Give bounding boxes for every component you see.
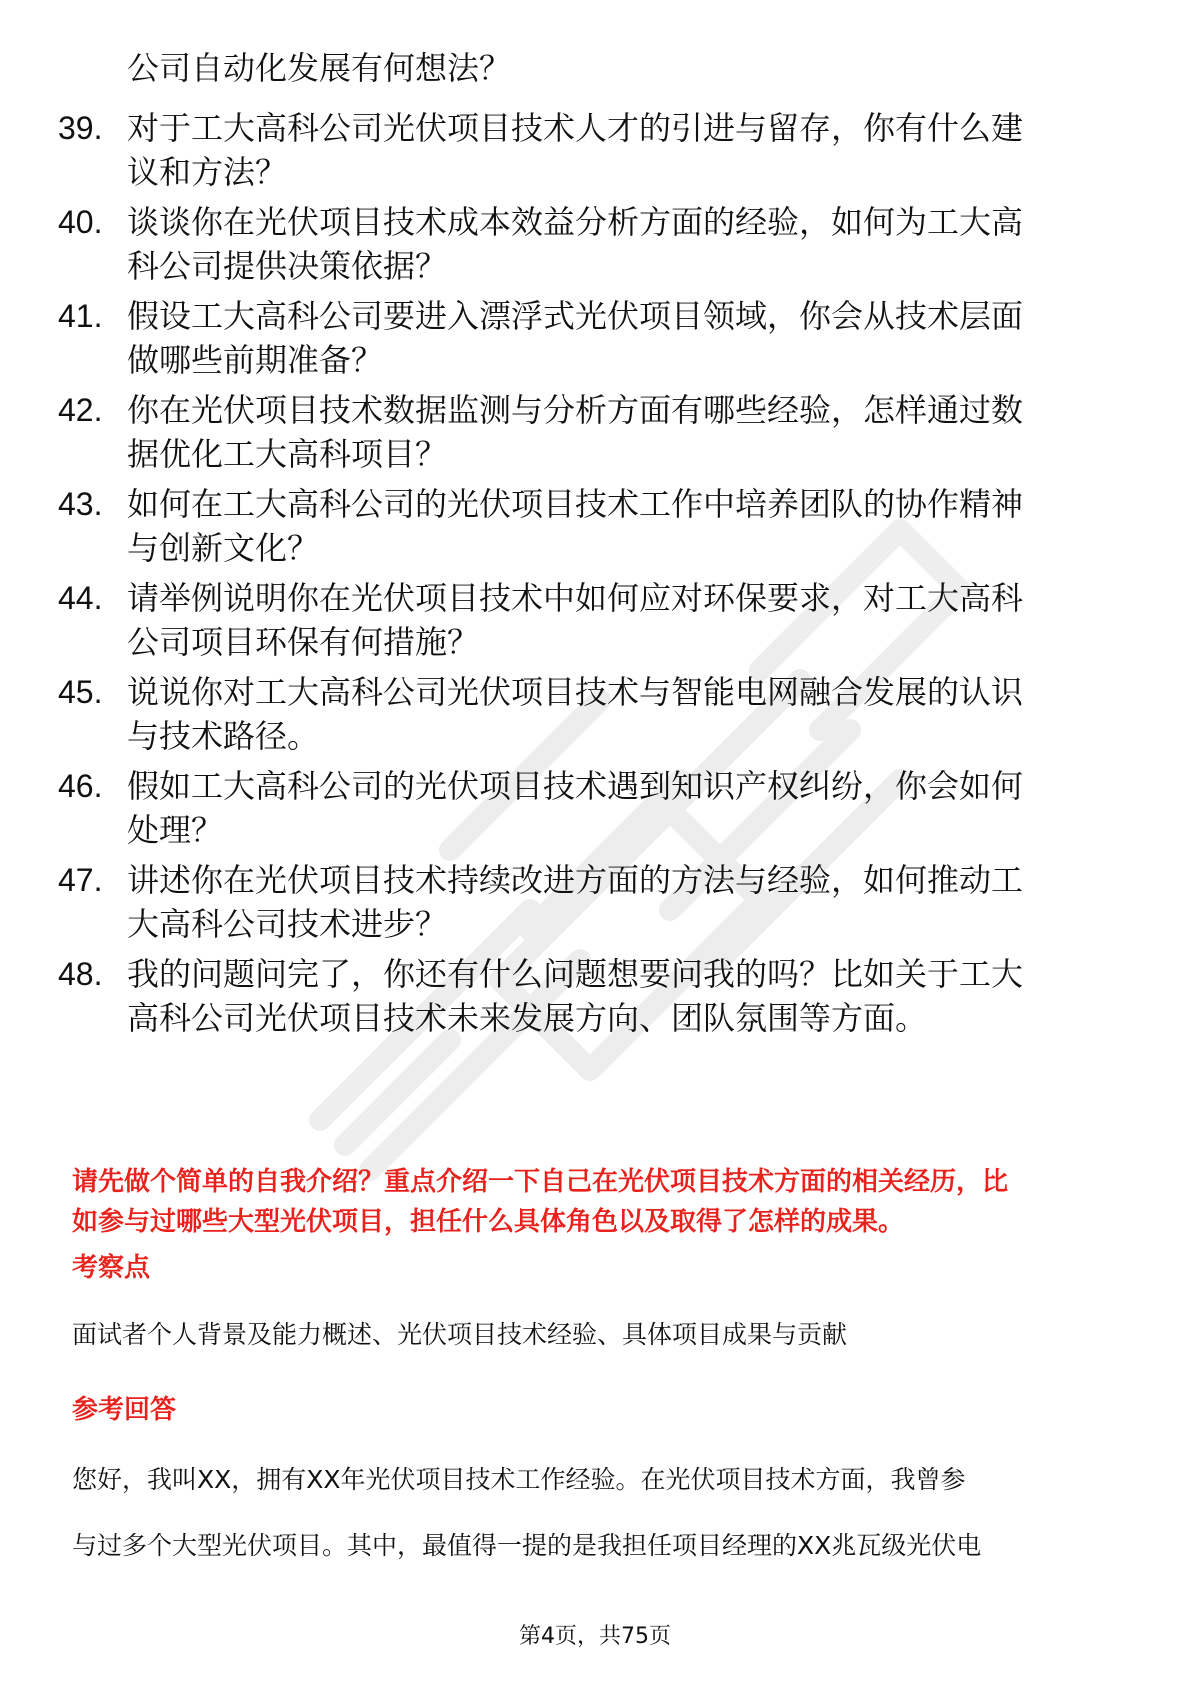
question-text: 我的问题问完了，你还有什么问题想要问我的吗？比如关于工大 高科公司光伏项目技术未来发展方向、团队氛围等方面。 bbox=[127, 955, 1024, 1037]
question-text: 对于工大高科公司光伏项目技术人才的引进与留存，你有什么建 议和方法？ bbox=[127, 109, 1024, 191]
question-number: 39. bbox=[58, 110, 103, 146]
reference-answer-line-2: 与过多个大型光伏项目。其中，最值得一提的是我担任项目经理的XX兆瓦级光伏电 bbox=[72, 1531, 982, 1560]
question-number: 42. bbox=[58, 392, 103, 428]
question-number: 41. bbox=[58, 298, 103, 334]
reference-answer-heading: 参考回答 bbox=[72, 1395, 177, 1425]
question-number: 44. bbox=[58, 580, 103, 616]
question-text: 讲述你在光伏项目技术持续改进方面的方法与经验，如何推动工 大高科公司技术进步？ bbox=[127, 861, 1024, 943]
question-text: 如何在工大高科公司的光伏项目技术工作中培养团队的协作精神 与创新文化？ bbox=[127, 485, 1024, 567]
exam-points-text: 面试者个人背景及能力概述、光伏项目技术经验、具体项目成果与贡献 bbox=[72, 1320, 848, 1349]
question-number: 45. bbox=[58, 674, 103, 710]
reference-answer-line-1: 您好，我叫XX，拥有XX年光伏项目技术工作经验。在光伏项目技术方面，我曾参 bbox=[72, 1465, 966, 1494]
question-text: 假如工大高科公司的光伏项目技术遇到知识产权纠纷，你会如何 处理？ bbox=[127, 767, 1024, 849]
question-continuation: 公司自动化发展有何想法？ bbox=[127, 49, 512, 87]
question-number: 47. bbox=[58, 862, 103, 898]
question-number: 43. bbox=[58, 486, 103, 522]
question-number: 48. bbox=[58, 956, 103, 992]
question-text: 说说你对工大高科公司光伏项目技术与智能电网融合发展的认识 与技术路径。 bbox=[127, 673, 1024, 755]
exam-points-heading: 考察点 bbox=[72, 1253, 151, 1283]
question-text: 请举例说明你在光伏项目技术中如何应对环保要求，对工大高科 公司项目环保有何措施？ bbox=[127, 579, 1024, 661]
question-text: 假设工大高科公司要进入漂浮式光伏项目领域，你会从技术层面 做哪些前期准备？ bbox=[127, 297, 1024, 379]
page-number: 第4页，共75页 bbox=[519, 1624, 671, 1649]
question-text: 你在光伏项目技术数据监测与分析方面有哪些经验，怎样通过数 据优化工大高科项目？ bbox=[127, 391, 1024, 473]
question-number: 40. bbox=[58, 204, 103, 240]
question-text: 谈谈你在光伏项目技术成本效益分析方面的经验，如何为工大高 科公司提供决策依据？ bbox=[127, 203, 1024, 285]
featured-question: 请先做个简单的自我介绍？重点介绍一下自己在光伏项目技术方面的相关经历，比 如参与过哪些大型光伏项目，担任什么具体角色以及取得了怎样的成果。 bbox=[72, 1167, 1009, 1237]
question-number: 46. bbox=[58, 768, 103, 804]
